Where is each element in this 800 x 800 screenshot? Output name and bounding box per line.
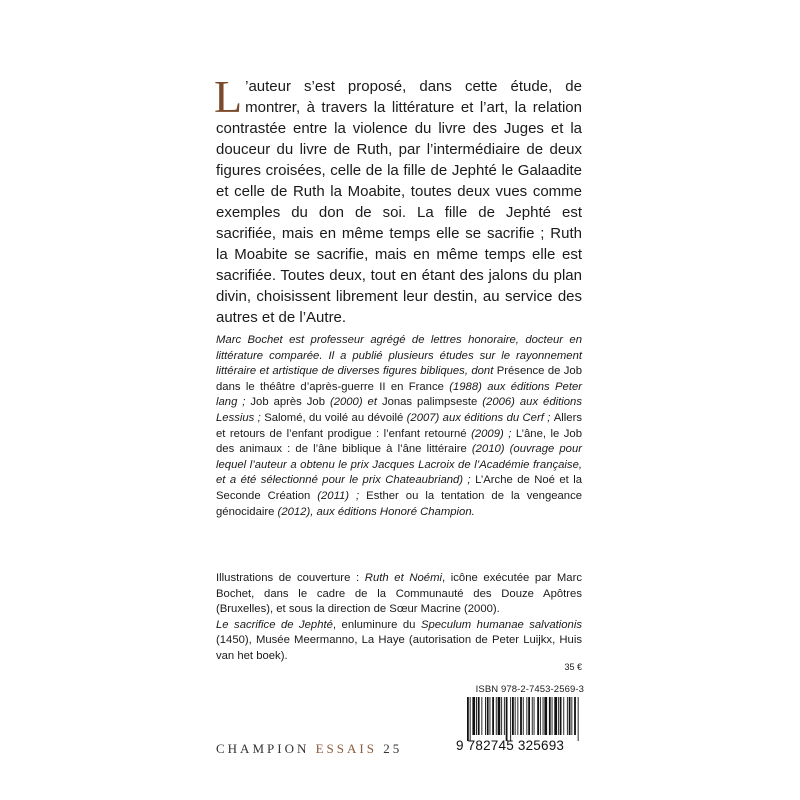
illustration-credit-2-segment: , enluminure du — [332, 618, 421, 631]
illustration-credit-1-segment: Illustrations de couverture : — [216, 572, 365, 584]
barcode-bar — [549, 697, 551, 735]
bio-segment: Marc Bochet est professeur agrégé de lettres honoraire, docteur en littérature comparée. Il a publié plusieurs études sur le rayonnement littéraire et artistique de diverses figures bibliques, dont — [216, 334, 582, 378]
barcode-bar — [515, 697, 516, 735]
series-name-champion: CHAMPION — [216, 741, 310, 756]
barcode-bar — [560, 697, 562, 735]
barcode-bar — [574, 697, 576, 735]
author-bio — [216, 333, 582, 520]
illustration-credit-2-segment: (1450), Musée Meermanno, La Haye (autorisation de Peter Luijkx, Huis van het boek). — [216, 634, 582, 662]
blurb-text: ’auteur s’est proposé, dans cette étude, de montrer, à travers la littérature et l’art, la relation contrastée entre la violence du livre des Juges et la douceur du livre de Ruth, par l’intermédiaire de deux figures croisées, celle de la fille de Jephté le Galaadite et celle de Ruth la Moabite, toutes deux vues comme exemples du don de soi. La fille de Jephté est sacrifiée, mais en même temps elle se sacrifie ; Ruth la Moabite se sacrifie, mais en même temps elle est sacrifiée. Toutes deux, tout en étant des jalons du plan divin, choisissent librement leur destin, au service des autres et de l’Autre. — [216, 78, 582, 326]
series-number: 25 — [383, 741, 403, 756]
illustration-credit-2-segment: Le sacrifice de Jephté — [216, 618, 333, 631]
barcode-bar — [563, 697, 564, 735]
price-label: 35 € — [564, 662, 582, 672]
bio-segment: (2007) aux éditions du Cerf ; — [403, 411, 554, 424]
barcode-bar — [510, 697, 511, 741]
series-name-essais: ESSAIS — [315, 741, 377, 756]
illustration-credit-1 — [216, 571, 582, 618]
barcode-digits: 9 782745 325693 — [456, 738, 565, 753]
barcode-bar — [532, 697, 533, 735]
bio-segment: Jonas palimpseste — [381, 396, 478, 409]
barcode-bar — [523, 697, 524, 735]
barcode-bar — [540, 697, 541, 735]
isbn-label: ISBN 978-2-7453-2569-3 — [475, 684, 584, 695]
barcode-bar — [552, 697, 553, 735]
barcode-bar — [544, 697, 547, 735]
bio-segment: (2006) aux éditions Lessius ; — [216, 396, 582, 424]
barcode-bar — [571, 697, 572, 735]
drop-cap: L — [214, 71, 243, 122]
back-cover-blurb — [214, 71, 582, 328]
barcode-bar — [481, 697, 482, 735]
barcode-bar — [506, 697, 508, 741]
illustration-credit-1-segment: Ruth et Noémi — [364, 572, 442, 584]
bio-segment: Job après Job — [250, 396, 325, 409]
barcode-bar — [492, 697, 494, 735]
barcode-bar — [467, 697, 469, 741]
barcode-bar — [512, 697, 514, 735]
barcode-bar — [496, 697, 497, 735]
illustration-credit-1-segment: , icône exécutée par Marc Bochet, dans le cadre de la Communauté des Douze Apôtres (Bruxelles), et sous la direction de Sœur Macrine (2000). — [216, 572, 582, 616]
barcode-bar — [567, 697, 568, 735]
barcode-bar — [537, 697, 539, 735]
barcode-bar — [487, 697, 489, 735]
bio-segment: (2011) ; — [310, 489, 367, 502]
barcode-bar — [534, 697, 535, 735]
barcode-bar — [528, 697, 530, 735]
bio-segment: (2010) (ouvrage pour lequel l’auteur a obtenu le prix Jacques Lacroix de l’Académie française, et a été sélectionné pour le prix Chateaubriand) ; — [216, 443, 582, 487]
barcode-bar — [478, 697, 480, 735]
barcode-bar — [554, 697, 557, 735]
barcode-bar — [501, 697, 502, 735]
bio-segment: Esther ou la tentation de la vengeance génocidaire — [216, 489, 583, 518]
illustration-credit-2 — [216, 618, 582, 665]
bio-segment: Présence de Job dans le théâtre d’après-guerre II en France — [216, 365, 582, 393]
barcode-bar — [504, 697, 505, 735]
barcode-bar — [476, 697, 477, 735]
barcode-bar — [526, 697, 527, 735]
barcode-bar — [485, 697, 486, 735]
barcode-bar — [470, 697, 471, 741]
bio-segment: Allers et retours de l’enfant prodigue : l’enfant retourné — [216, 411, 582, 440]
barcode-bar — [498, 697, 501, 735]
barcode-bar — [517, 697, 518, 735]
barcode-bar — [558, 697, 559, 735]
barcode-bar — [543, 697, 544, 735]
bio-segment: L’âne, le Job des animaux : de l’âne biblique à l’âne littéraire — [216, 427, 582, 456]
bio-segment: (2012), aux éditions Honoré Champion. — [274, 505, 475, 518]
bio-segment: (2000) et — [325, 396, 382, 409]
series-title — [216, 741, 402, 757]
bio-segment: L’Arche de Noé et la Seconde Création — [216, 474, 582, 502]
cover-illustrations-credits — [216, 571, 582, 665]
barcode-bar — [520, 697, 522, 735]
barcode-bar — [472, 697, 475, 735]
barcode-bar — [490, 697, 491, 735]
barcode-bar — [578, 697, 579, 741]
bio-segment: (1988) aux éditions Peter lang ; — [216, 380, 582, 409]
bio-segment: (2009) ; — [466, 427, 516, 440]
bio-segment: Salomé, du voilé au dévoilé — [264, 411, 404, 424]
illustration-credit-2-segment: Speculum humanae salvationis — [420, 618, 582, 631]
barcode-bar — [569, 697, 571, 735]
